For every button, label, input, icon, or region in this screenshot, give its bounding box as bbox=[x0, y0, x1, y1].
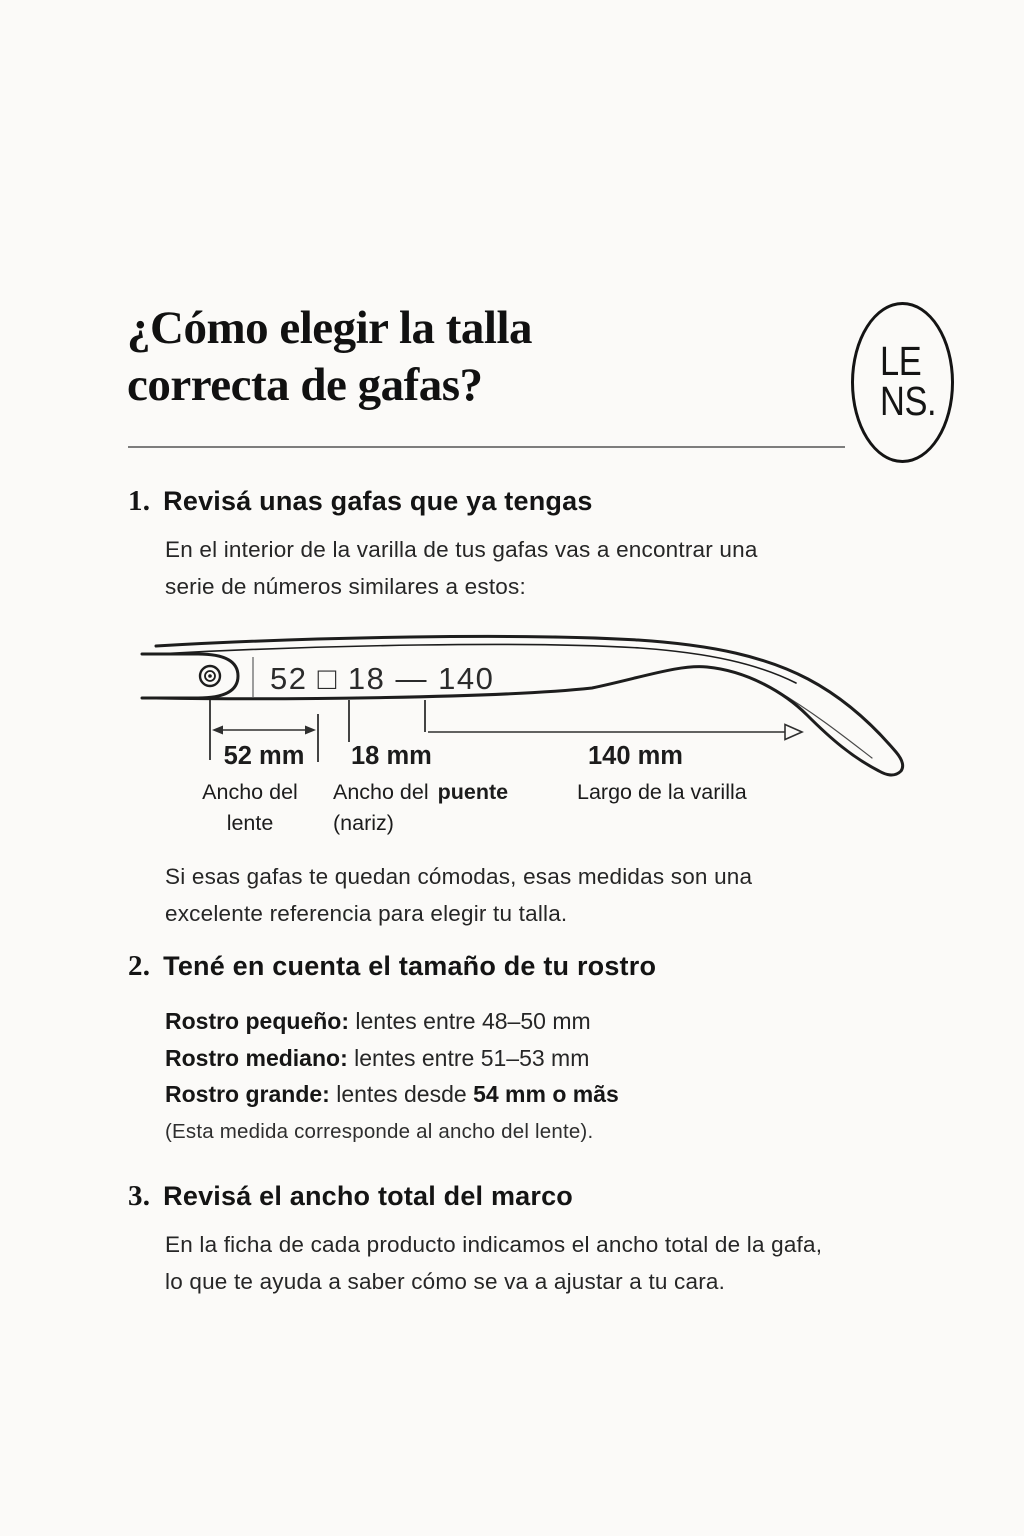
face-large-text: lentes desde bbox=[329, 1081, 474, 1107]
page-title bbox=[127, 300, 532, 414]
list-item bbox=[165, 1003, 619, 1040]
face-small-label: Rostro pequeño: bbox=[165, 1008, 349, 1034]
bridge-label-prefix: Ancho del bbox=[333, 780, 429, 804]
section1-body bbox=[165, 531, 758, 605]
arrowhead-lens-right bbox=[305, 726, 316, 735]
title-divider bbox=[128, 446, 845, 448]
lens-width-label-line1: Ancho del bbox=[202, 780, 298, 804]
section1-after-line2: excelente referencia para elegir tu talla. bbox=[165, 901, 568, 926]
section3-number: 3. bbox=[128, 1180, 151, 1212]
section2-heading bbox=[128, 950, 656, 983]
section1-body-line1: En el interior de la varilla de tus gafas vas a encontrar una bbox=[165, 537, 758, 562]
lens-width-label-line2: lente bbox=[226, 811, 274, 835]
face-medium-text: lentes entre 51–53 mm bbox=[347, 1044, 590, 1071]
lens-width-value: 52 mm bbox=[223, 742, 305, 770]
section1-number: 1. bbox=[128, 485, 151, 517]
lens-logo-line2: NS. bbox=[880, 378, 937, 424]
section3-body-line1: En la ficha de cada producto indicamos el ancho total de la gafa, bbox=[165, 1232, 823, 1257]
list-item bbox=[165, 1040, 619, 1077]
section1-body-line2: serie de números similares a estos: bbox=[165, 574, 526, 599]
bridge-width-value: 18 mm bbox=[351, 742, 432, 770]
lens-logo bbox=[851, 302, 954, 463]
face-large-bold: 54 mm o mãs bbox=[473, 1081, 619, 1107]
page-title-line1: ¿Cómo elegir la talla bbox=[127, 302, 533, 354]
section3-heading-text: Revisá el ancho total del marco bbox=[163, 1181, 573, 1211]
bridge-label-bold: puente bbox=[437, 780, 509, 804]
hinge-endcap bbox=[142, 654, 238, 698]
temple-arm-diagram bbox=[140, 610, 940, 845]
temple-length-label: Largo de la varilla bbox=[577, 780, 747, 804]
temple-arm-drawing bbox=[140, 610, 940, 845]
page-title-line2: correcta de gafas? bbox=[127, 359, 483, 411]
face-large-label: Rostro grande: bbox=[165, 1081, 330, 1107]
lens-logo-line1: LE bbox=[880, 338, 922, 384]
face-small-text: lentes entre 48–50 mm bbox=[349, 1008, 591, 1034]
section1-after bbox=[165, 858, 752, 932]
face-size-list bbox=[165, 1003, 619, 1113]
list-item bbox=[165, 1076, 619, 1113]
size-engraving: 52 □ 18 — 140 bbox=[270, 661, 495, 696]
face-medium-label: Rostro mediano: bbox=[165, 1044, 348, 1071]
section1-after-line1: Si esas gafas te quedan cómodas, esas medidas son una bbox=[165, 864, 753, 889]
section2-heading-text: Tené en cuenta el tamaño de tu rostro bbox=[163, 951, 657, 981]
section3-body bbox=[165, 1226, 822, 1300]
section3-heading bbox=[128, 1180, 573, 1213]
hinge-screw-icon bbox=[200, 666, 220, 686]
lens-logo-text bbox=[880, 338, 937, 424]
arrowhead-lens-left bbox=[212, 726, 223, 735]
arrowhead-temple bbox=[785, 725, 802, 740]
temple-length-value: 140 mm bbox=[588, 742, 683, 770]
section1-heading-text: Revisá unas gafas que ya tengas bbox=[163, 486, 593, 516]
lens-width-note: (Esta medida corresponde al ancho del lente). bbox=[165, 1120, 594, 1143]
section2-number: 2. bbox=[128, 950, 151, 982]
bridge-width-label-line2: (nariz) bbox=[333, 811, 394, 835]
section3-body-line2: lo que te ayuda a saber cómo se va a ajustar a tu cara. bbox=[165, 1269, 726, 1294]
section1-heading bbox=[128, 485, 593, 518]
bridge-width-label bbox=[333, 780, 508, 804]
